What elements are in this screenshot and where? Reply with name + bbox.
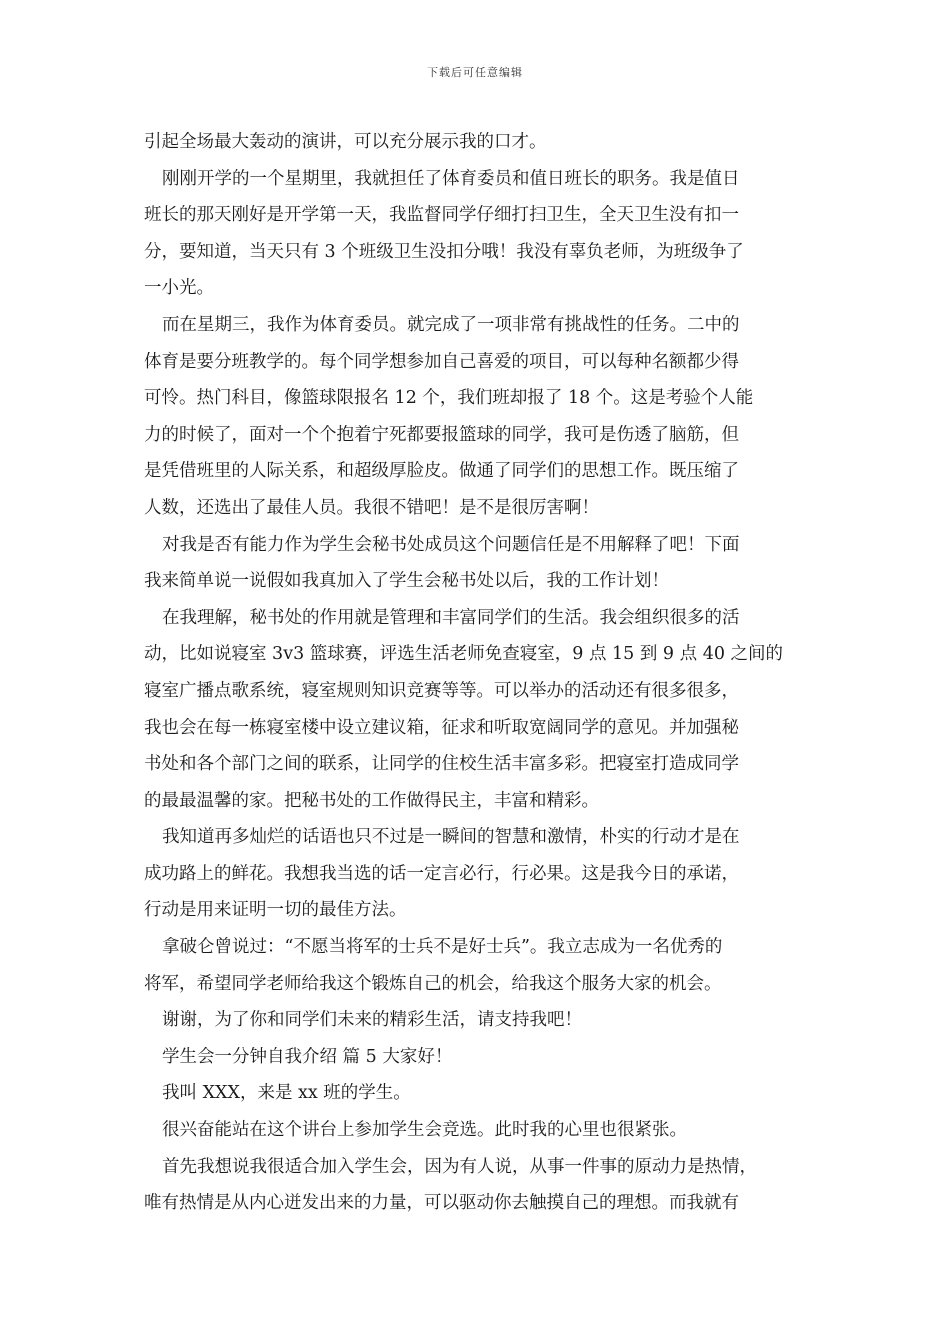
paragraph-start-line: 而在星期三，我作为体育委员。就完成了一项非常有挑战性的任务。二中的 xyxy=(162,314,740,335)
paragraph-start-line: 我叫 XXX，来是 xx 班的学生。 xyxy=(162,1083,411,1104)
text-line: 引起全场最大轰动的演讲，可以充分展示我的口才。 xyxy=(144,132,547,152)
text-line: 成功路上的鲜花。我想我当选的话一定言必行，行必果。这是我今日的承诺， xyxy=(144,863,739,884)
page-header-note: 下载后可任意编辑 xyxy=(427,66,523,79)
text-line: 唯有热情是从内心迸发出来的力量，可以驱动你去触摸自己的理想。而我就有 xyxy=(144,1193,739,1214)
text-line: 书处和各个部门之间的联系，让同学的住校生活丰富多彩。把寝室打造成同学 xyxy=(144,754,739,775)
paragraph-start-line: 首先我想说我很适合加入学生会，因为有人说，从事一件事的原动力是热情， xyxy=(162,1156,757,1177)
paragraph-start-line: 很兴奋能站在这个讲台上参加学生会竞选。此时我的心里也很紧张。 xyxy=(162,1120,687,1141)
text-line: 动，比如说寝室 3v3 篮球赛，评选生活老师免查寝室，9 点 15 到 9 点 40 之间的 xyxy=(144,644,784,665)
paragraph-start-line: 在我理解，秘书处的作用就是管理和丰富同学们的生活。我会组织很多的活 xyxy=(162,607,740,628)
text-line: 一小光。 xyxy=(144,278,214,299)
paragraph-start-line: 刚刚开学的一个星期里，我就担任了体育委员和值日班长的职务。我是值日 xyxy=(162,168,740,189)
text-line: 我也会在每一栋寝室楼中设立建议箱，征求和听取宽阔同学的意见。并加强秘 xyxy=(144,717,739,738)
text-line: 我来简单说一说假如我真加入了学生会秘书处以后，我的工作计划！ xyxy=(144,571,669,592)
text-line: 寝室广播点歌系统，寝室规则知识竞赛等等。可以举办的活动还有很多很多， xyxy=(144,680,739,701)
text-line: 是凭借班里的人际关系，和超级厚脸皮。做通了同学们的思想工作。既压缩了 xyxy=(144,461,739,482)
paragraph-start-line: 拿破仑曾说过：“不愿当将军的士兵不是好士兵”。我立志成为一名优秀的 xyxy=(162,937,723,958)
text-line: 力的时候了，面对一个个抱着宁死都要报篮球的同学，我可是伤透了脑筋，但 xyxy=(144,424,739,445)
text-line: 体育是要分班教学的。每个同学想参加自己喜爱的项目，可以每种名额都少得 xyxy=(144,351,739,372)
paragraph-start-line: 对我是否有能力作为学生会秘书处成员这个问题信任是不用解释了吧！下面 xyxy=(162,534,740,555)
text-line: 可怜。热门科目，像篮球限报名 12 个，我们班却报了 18 个。这是考验个人能 xyxy=(144,388,754,409)
text-line: 的最最温馨的家。把秘书处的工作做得民主，丰富和精彩。 xyxy=(144,790,599,811)
text-line: 行动是用来证明一切的最佳方法。 xyxy=(144,900,407,921)
text-line: 班长的那天刚好是开学第一天，我监督同学仔细打扫卫生，全天卫生没有扣一 xyxy=(144,205,739,226)
document-body xyxy=(144,124,814,1222)
text-line: 将军，希望同学老师给我这个锻炼自己的机会，给我这个服务大家的机会。 xyxy=(144,973,722,994)
paragraph-start-line: 我知道再多灿烂的话语也只不过是一瞬间的智慧和激情，朴实的行动才是在 xyxy=(162,827,740,848)
paragraph-start-line: 谢谢，为了你和同学们未来的精彩生活，请支持我吧！ xyxy=(162,1010,582,1031)
text-line: 人数，还选出了最佳人员。我很不错吧！是不是很厉害啊！ xyxy=(144,497,599,518)
section-heading-line: 学生会一分钟自我介绍 篇 5 大家好！ xyxy=(162,1046,453,1067)
text-line: 分，要知道，当天只有 3 个班级卫生没扣分哦！我没有辜负老师，为班级争了 xyxy=(144,241,744,262)
